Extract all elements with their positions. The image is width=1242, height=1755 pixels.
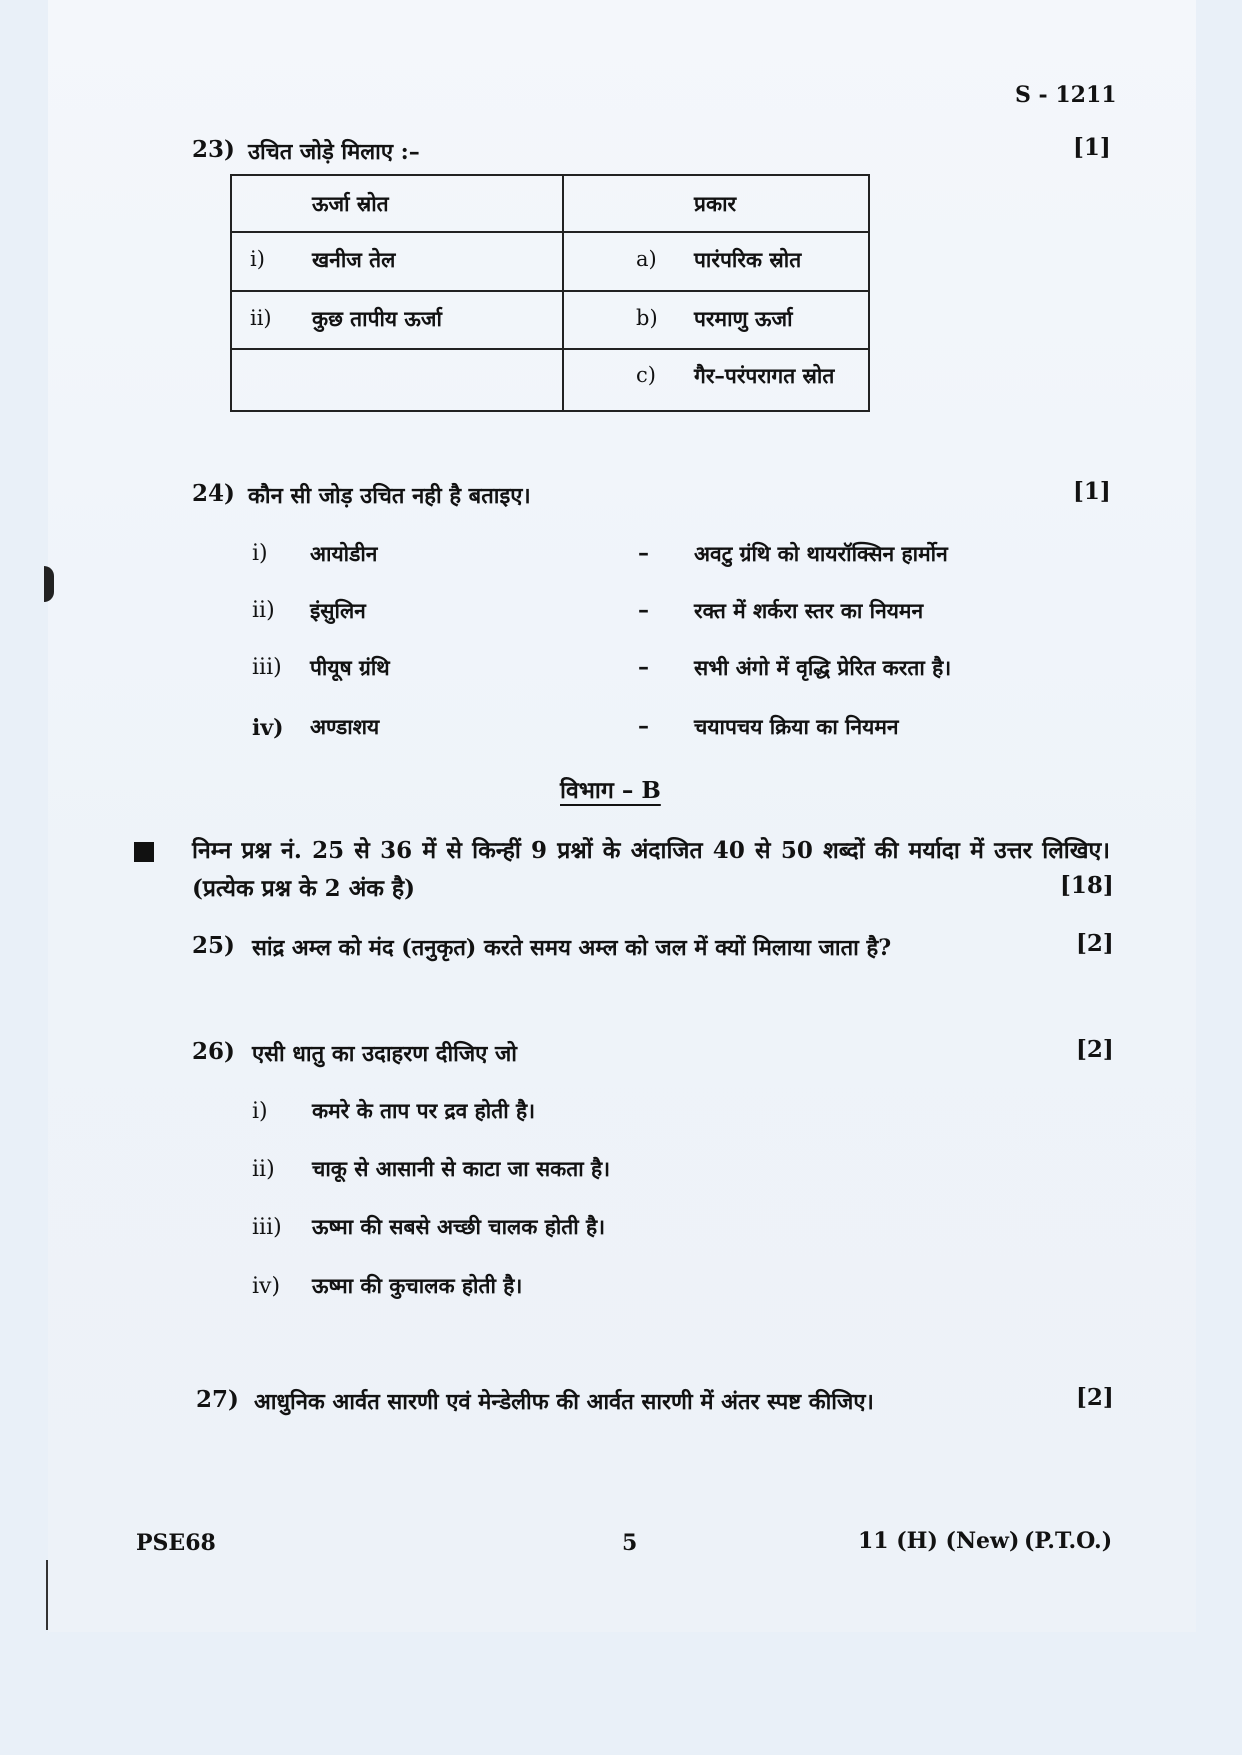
footer-subject-code: 11 (H) (New) xyxy=(858,1528,1020,1554)
table-left-num: ii) xyxy=(250,306,272,330)
q26-number: 26) xyxy=(192,1038,235,1065)
table-header-energy-source: ऊर्जा स्रोत xyxy=(312,191,389,216)
q27-text: आधुनिक आर्वत सारणी एवं मेन्डेलीफ की आर्वत सारणी में अंतर स्पष्ट कीजिए। xyxy=(254,1389,874,1415)
q24-pair-dash: – xyxy=(638,540,649,566)
square-bullet-icon xyxy=(134,842,154,862)
q24-number: 24) xyxy=(192,480,235,507)
q26-item-text: ऊष्मा की सबसे अच्छी चालक होती है। xyxy=(312,1214,606,1239)
q27-marks: [2] xyxy=(1076,1384,1114,1411)
q24-pair-left: इंसुलिन xyxy=(310,598,366,623)
q26-item-num: ii) xyxy=(252,1157,275,1182)
q24-pair-num: iv) xyxy=(252,715,284,741)
q23-number: 23) xyxy=(192,136,235,163)
table-right-num: b) xyxy=(636,306,658,330)
binding-mark xyxy=(44,566,54,602)
q23-marks: [1] xyxy=(1073,134,1111,161)
table-row-rule xyxy=(232,290,868,292)
q26-item-num: iv) xyxy=(252,1274,281,1299)
paper-code: S - 1211 xyxy=(1015,82,1117,108)
q26-marks: [2] xyxy=(1076,1036,1114,1063)
q24-pair-right: सभी अंगो में वृद्धि प्रेरित करता है। xyxy=(694,655,952,680)
q25-number: 25) xyxy=(192,932,235,959)
q24-pair-right: चयापचय क्रिया का नियमन xyxy=(694,714,899,739)
q24-pair-left: अण्डाशय xyxy=(310,714,380,739)
q26-text: एसी धातु का उदाहरण दीजिए जो xyxy=(252,1041,518,1067)
q26-item-text: ऊष्मा की कुचालक होती है। xyxy=(312,1273,523,1298)
q25-marks: [2] xyxy=(1076,930,1114,957)
section-b-marks: [18] xyxy=(1060,872,1114,899)
q24-text: कौन सी जोड़ उचित नही है बताइए। xyxy=(248,483,531,509)
page-number: 5 xyxy=(622,1530,638,1556)
table-row-rule xyxy=(232,348,868,350)
q23-text: उचित जोड़े मिलाए :– xyxy=(248,139,420,165)
table-header-type: प्रकार xyxy=(694,191,737,216)
q24-pair-num: ii) xyxy=(252,598,275,623)
q24-pair-right: रक्त में शर्करा स्तर का नियमन xyxy=(694,598,924,623)
q24-marks: [1] xyxy=(1073,478,1111,505)
footer-pto: (P.T.O.) xyxy=(1024,1528,1113,1554)
section-b-instruction: निम्न प्रश्न नं. 25 से 36 में से किन्हीं 9 प्रश्नों के अंदाजित 40 से 50 शब्दों की मर्यादा में उत्तर लिखिए। (प्रत्येक प्रश्न के 2 अंक है) xyxy=(192,837,1110,902)
q24-pair-dash: – xyxy=(638,654,649,680)
match-table xyxy=(230,174,870,412)
table-right-num: a) xyxy=(636,247,657,271)
q26-item-num: i) xyxy=(252,1099,268,1124)
page-edge-mark xyxy=(46,1560,48,1630)
q24-pair-num: i) xyxy=(252,541,268,566)
table-right-item: गैर–परंपरागत स्रोत xyxy=(694,363,835,388)
section-b-heading: विभाग – B xyxy=(560,777,661,804)
table-left-item: कुछ तापीय ऊर्जा xyxy=(312,306,442,331)
q25-text: सांद्र अम्ल को मंद (तनुकृत) करते समय अम्ल को जल में क्यों मिलाया जाता है? xyxy=(252,935,892,961)
table-right-num: c) xyxy=(636,363,656,387)
q26-item-text: कमरे के ताप पर द्रव होती है। xyxy=(312,1098,536,1123)
footer-code: PSE68 xyxy=(136,1530,216,1556)
q26-item-text: चाकू से आसानी से काटा जा सकता है। xyxy=(312,1156,611,1181)
table-header-rule xyxy=(232,231,868,233)
q26-item-num: iii) xyxy=(252,1215,282,1240)
q24-pair-dash: – xyxy=(638,713,649,739)
q24-pair-left: आयोडीन xyxy=(310,541,378,566)
q24-pair-left: पीयूष ग्रंथि xyxy=(310,655,390,680)
table-left-num: i) xyxy=(250,247,265,271)
table-right-item: परमाणु ऊर्जा xyxy=(694,306,793,331)
table-left-item: खनीज तेल xyxy=(312,247,396,272)
q24-pair-dash: – xyxy=(638,597,649,623)
q24-pair-right: अवटु ग्रंथि को थायरॉक्सिन हार्मोन xyxy=(694,541,948,566)
table-divider xyxy=(562,176,564,410)
table-right-item: पारंपरिक स्रोत xyxy=(694,247,802,272)
q24-pair-num: iii) xyxy=(252,655,282,680)
q27-number: 27) xyxy=(196,1386,239,1413)
